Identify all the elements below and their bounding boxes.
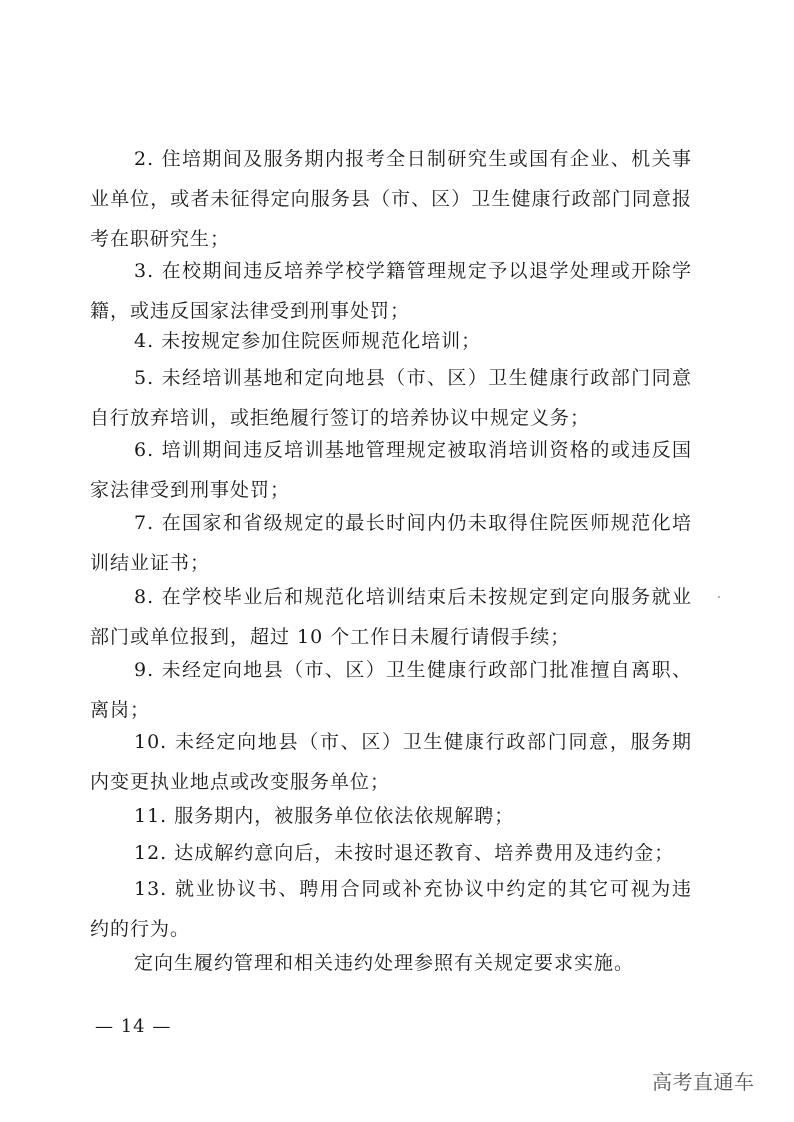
- clause-2: 2. 住培期间及服务期内报考全日制研究生或国有企业、机关事业单位，或者未征得定向服务县（市、区）卫生健康行政部门同意报考在职研究生；: [90, 148, 692, 250]
- clause-13: 13. 就业协议书、聘用合同或补充协议中约定的其它可视为违约的行为。: [90, 878, 692, 940]
- clause-10: 10. 未经定向地县（市、区）卫生健康行政部门同意，服务期内变更执业地点或改变服务单位；: [90, 731, 692, 793]
- clause-5: 5. 未经培训基地和定向地县（市、区）卫生健康行政部门同意自行放弃培训，或拒绝履行签订的培养协议中规定义务；: [90, 367, 692, 429]
- clause-8: 8. 在学校毕业后和规范化培训结束后未按规定到定向服务就业部门或单位报到，超过 10 个工作日未履行请假手续；: [90, 586, 692, 648]
- clause-4: 4. 未按规定参加住院医师规范化培训；: [134, 330, 482, 352]
- watermark-text: 高考直通车: [652, 1070, 755, 1094]
- clause-9: 9. 未经定向地县（市、区）卫生健康行政部门批准擅自离职、离岗；: [90, 659, 692, 721]
- closing-paragraph: 定向生履约管理和相关违约处理参照有关规定要求实施。: [134, 952, 635, 974]
- clause-7: 7. 在国家和省级规定的最长时间内仍未取得住院医师规范化培训结业证书；: [90, 512, 692, 574]
- clause-11: 11. 服务期内，被服务单位依法依规解聘；: [134, 805, 515, 827]
- clause-12: 12. 达成解约意向后，未按时退还教育、培养费用及违约金；: [134, 842, 675, 864]
- clause-6: 6. 培训期间违反培训基地管理规定被取消培训资格的或违反国家法律受到刑事处罚；: [90, 439, 692, 501]
- clause-3: 3. 在校期间违反培养学校学籍管理规定予以退学处理或开除学籍，或违反国家法律受到刑事处罚；: [90, 260, 692, 322]
- scan-speck: [718, 596, 720, 598]
- page-number: — 14 —: [95, 1016, 172, 1037]
